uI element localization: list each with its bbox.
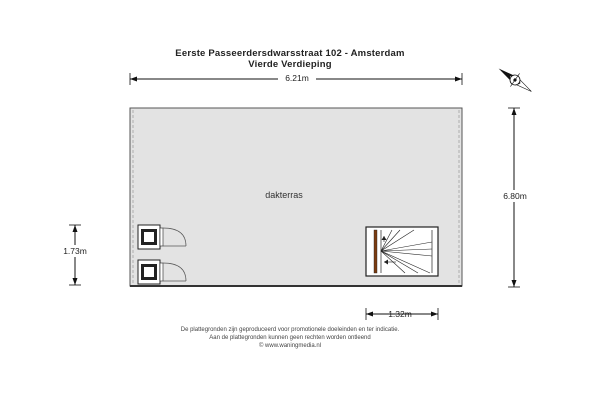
width-dimension-label: 6.21m: [285, 73, 309, 83]
height-dimension: [496, 108, 534, 287]
compass-icon: [494, 62, 536, 98]
staircase: [366, 227, 438, 276]
bottom-dimension-label: 1.32m: [388, 309, 412, 319]
bottom-dimension: [366, 308, 438, 320]
disclaimer-line-1: De plattegronden zijn geproduceerd voor promotionele doeleinden en ter indicatie.: [180, 327, 400, 333]
height-dimension-label: 6.80m: [503, 191, 527, 201]
plan-title: Eerste Passeerdersdwarsstraat 102 - Amsterdam: [175, 48, 405, 59]
plan-subtitle: Vierde Verdieping: [248, 59, 332, 70]
width-dimension: [130, 72, 462, 85]
left-dimension: [57, 225, 93, 285]
left-dimension-label: 1.73m: [63, 246, 87, 256]
disclaimer-line-2: Aan de plattegronden kunnen geen rechten worden ontleend: [209, 335, 371, 341]
room-label: dakterras: [265, 190, 303, 200]
copyright-line: © www.waningmedia.nl: [258, 343, 322, 349]
